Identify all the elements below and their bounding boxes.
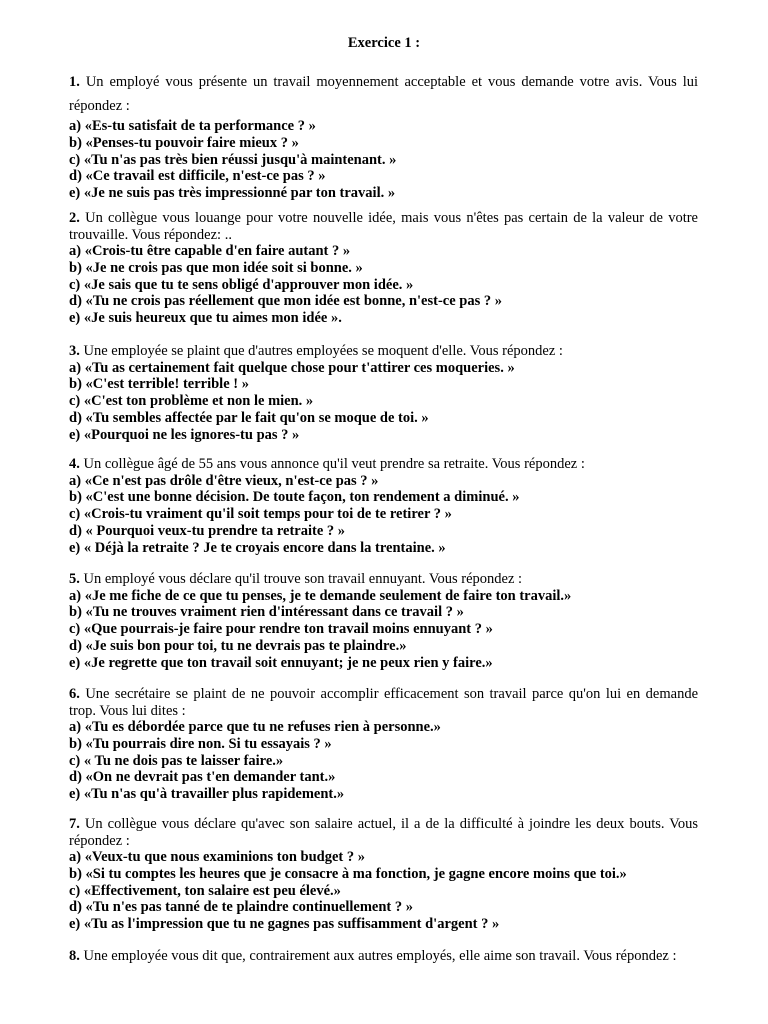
answer-option-c: c) «Que pourrais-je faire pour rendre ton travail moins ennuyant ? » [69, 621, 493, 638]
question-text: Un employé vous présente un travail moyennement acceptable et vous demande votre avis. Vous lui répondez : [69, 74, 699, 114]
question-prompt: 7. Un collègue vous déclare qu'avec son salaire actuel, il a de la difficulté à joindre les deux bouts. Vous répondez : [69, 816, 698, 849]
answer-option-d: d) «Tu sembles affectée par le fait qu'on se moque de toi. » [69, 409, 429, 426]
answer-option-c: c) «C'est ton problème et non le mien. » [69, 393, 314, 410]
answer-option-d: d) «Ce travail est difficile, n'est-ce pas ? » [69, 168, 326, 185]
question-text: Une secrétaire se plaint de ne pouvoir accomplir efficacement son travail parce qu'on lui en demande trop. Vous lui dites : [69, 686, 699, 719]
question-3 [69, 343, 698, 443]
question-number: 7 [69, 816, 77, 832]
answer-option-d: d) «Je suis bon pour toi, tu ne devrais pas te plaindre.» [69, 637, 407, 654]
answer-option-a: a) «Es-tu satisfait de ta performance ? » [69, 118, 316, 134]
question-2 [69, 210, 698, 327]
answer-option-a: a) «Tu es débordée parce que tu ne refuses rien à personne.» [69, 719, 441, 735]
answer-option-b: b) «Je ne crois pas que mon idée soit si bonne. » [69, 259, 363, 276]
exercise-title: Exercice 1 : [347, 35, 421, 51]
answer-options [69, 243, 698, 327]
question-text: Un collègue vous louange pour votre nouvelle idée, mais vous n'êtes pas certain de la valeur de votre trouvaille. Vous répondez: .. [69, 210, 698, 243]
answer-option-b: b) «Tu pourrais dire non. Si tu essayais ? » [69, 735, 332, 752]
answer-option-a: a) «Crois-tu être capable d'en faire autant ? » [69, 243, 351, 259]
question-6 [69, 686, 698, 803]
answer-option-a: a) «Ce n'est pas drôle d'être vieux, n'est-ce pas ? » [69, 472, 379, 489]
answer-option-b: b) «Si tu comptes les heures que je consacre à ma fonction, je gagne encore moins que toi.» [69, 865, 627, 882]
answer-option-e: e) «Je regrette que ton travail soit ennuyant; je ne peux rien y faire.» [69, 654, 493, 671]
question-7 [69, 816, 698, 933]
question-8 [69, 948, 698, 965]
question-text: Une employée se plaint que d'autres employées se moquent d'elle. Vous répondez : [83, 343, 563, 359]
question-number: 5 [69, 571, 77, 587]
question-number: 6 [69, 686, 77, 702]
question-number: 4 [69, 456, 77, 472]
question-text: Un employé vous déclare qu'il trouve son travail ennuyant. Vous répondez : [83, 571, 523, 587]
answer-options [69, 118, 698, 202]
answer-option-c: c) «Effectivement, ton salaire est peu élevé.» [69, 882, 341, 899]
question-prompt: 1. Un employé vous présente un travail moyennement acceptable et vous demande votre avis. Vous lui répondez : [69, 74, 699, 114]
answer-option-e: e) «Je ne suis pas très impressionné par ton travail. » [69, 185, 396, 202]
question-prompt: 4. Un collègue âgé de 55 ans vous annonce qu'il veut prendre sa retraite. Vous répondez : [69, 456, 585, 472]
answer-options [69, 588, 698, 672]
question-5 [69, 571, 698, 671]
answer-option-d: d) « Pourquoi veux-tu prendre ta retraite ? » [69, 522, 346, 539]
question-number: 8 [69, 948, 77, 964]
answer-option-b: b) «C'est terrible! terrible ! » [69, 376, 249, 393]
question-prompt: 6. Une secrétaire se plaint de ne pouvoir accomplir efficacement son travail parce qu'on lui en demande trop. Vous lui dites : [69, 686, 699, 719]
question-text: Une employée vous dit que, contrairement aux autres employés, elle aime son travail. Vous répondez : [83, 948, 677, 964]
answer-option-b: b) «C'est une bonne décision. De toute façon, ton rendement a diminué. » [69, 489, 520, 506]
answer-option-d: d) «Tu n'es pas tanné de te plaindre continuellement ? » [69, 899, 414, 916]
question-prompt: 8. Une employée vous dit que, contrairement aux autres employés, elle aime son travail. Vous répondez : [69, 948, 677, 964]
answer-option-c: c) «Tu n'as pas très bien réussi jusqu'à maintenant. » [69, 151, 397, 168]
answer-option-a: a) «Je me fiche de ce que tu penses, je te demande seulement de faire ton travail.» [69, 587, 572, 604]
answer-option-d: d) «Tu ne crois pas réellement que mon idée est bonne, n'est-ce pas ? » [69, 293, 502, 310]
question-text: Un collègue vous déclare qu'avec son salaire actuel, il a de la difficulté à joindre les deux bouts. Vous répondez : [69, 816, 698, 849]
answer-option-e: e) «Pourquoi ne les ignores-tu pas ? » [69, 426, 300, 443]
answer-option-c: c) «Je sais que tu te sens obligé d'approuver mon idée. » [69, 276, 414, 293]
answer-option-e: e) «Tu n'as qu'à travailler plus rapidement.» [69, 786, 345, 803]
answer-option-a: a) «Veux-tu que nous examinions ton budget ? » [69, 849, 365, 865]
question-number: 2 [69, 210, 77, 226]
answer-option-e: e) « Déjà la retraite ? Je te croyais encore dans la trentaine. » [69, 539, 446, 556]
answer-option-e: e) «Tu as l'impression que tu ne gagnes pas suffisamment d'argent ? » [69, 916, 500, 933]
answer-options [69, 360, 698, 444]
question-number: 1 [69, 74, 77, 90]
answer-option-c: c) « Tu ne dois pas te laisser faire.» [69, 752, 284, 769]
answer-option-a: a) «Tu as certainement fait quelque chose pour t'attirer ces moqueries. » [69, 359, 515, 376]
answer-option-e: e) «Je suis heureux que tu aimes mon idée ». [69, 310, 342, 327]
answer-option-b: b) «Tu ne trouves vraiment rien d'intéressant dans ce travail ? » [69, 604, 464, 621]
question-prompt: 5. Un employé vous déclare qu'il trouve son travail ennuyant. Vous répondez : [69, 571, 523, 587]
answer-option-d: d) «On ne devrait pas t'en demander tant.» [69, 769, 336, 786]
question-prompt: 2. Un collègue vous louange pour votre nouvelle idée, mais vous n'êtes pas certain de la valeur de votre trouvaille. Vous répondez: .. [69, 210, 698, 243]
question-1 [69, 70, 698, 202]
answer-options [69, 719, 698, 803]
question-4 [69, 456, 698, 556]
question-number: 3 [69, 343, 77, 359]
answer-option-c: c) «Crois-tu vraiment qu'il soit temps pour toi de te retirer ? » [69, 506, 452, 523]
question-text: Un collègue âgé de 55 ans vous annonce qu'il veut prendre sa retraite. Vous répondez : [83, 456, 585, 472]
answer-options [69, 473, 698, 557]
answer-option-b: b) «Penses-tu pouvoir faire mieux ? » [69, 134, 299, 151]
question-prompt: 3. Une employée se plaint que d'autres employées se moquent d'elle. Vous répondez : [69, 343, 563, 359]
answer-options [69, 849, 698, 933]
